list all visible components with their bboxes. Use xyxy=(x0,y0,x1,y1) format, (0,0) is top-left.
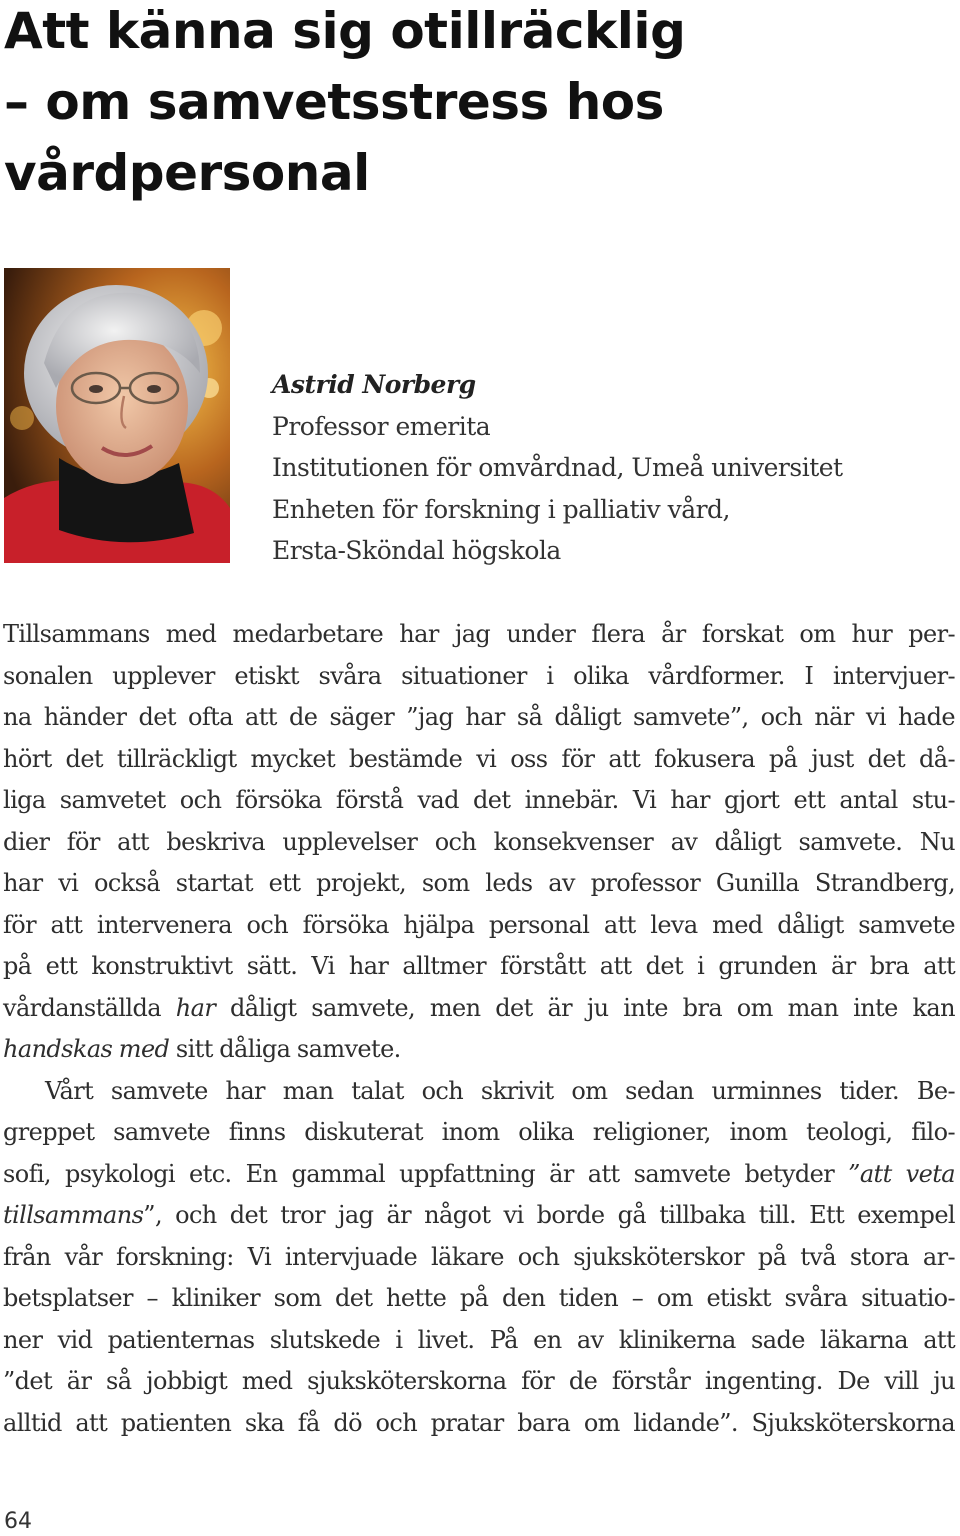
body-line xyxy=(3,1154,955,1196)
article-title xyxy=(4,0,944,209)
body-line: greppet samvete finns diskuterat inom olika religioner, inom teologi, filo- xyxy=(3,1118,955,1146)
author-info xyxy=(272,364,843,572)
author-role: Professor emerita xyxy=(272,411,491,441)
body-text-run: ”, och det tror jag är något vi borde gå tillbaka till. Ett exempel xyxy=(143,1201,955,1229)
page-number: 64 xyxy=(4,1509,32,1534)
body-line: Vårt samvete har man talat och skrivit om sedan urminnes tider. Be- xyxy=(45,1076,955,1105)
author-name: Astrid Norberg xyxy=(272,370,476,399)
emphasis-text: handskas med xyxy=(3,1035,170,1063)
body-text-run: dåligt samvete, men det är ju inte bra om man inte kan xyxy=(215,993,956,1022)
body-text-run: vårdanställda xyxy=(3,993,176,1022)
author-affiliation: Institutionen för omvårdnad, Umeå universitet xyxy=(272,453,843,482)
body-line: på ett konstruktivt sätt. Vi har alltmer förstått att det i grunden är bra att xyxy=(3,952,955,980)
article-title-line: – om samvetsstress hos xyxy=(4,73,664,131)
author-affiliation: Ersta-Sköndal högskola xyxy=(272,536,561,565)
author-portrait xyxy=(4,268,230,563)
body-line: na händer det ofta att de säger ”jag har så dåligt samvete”, och när vi hade xyxy=(3,703,955,731)
article-title-line: Att känna sig otillräcklig xyxy=(4,2,686,60)
body-line xyxy=(3,1195,955,1237)
body-line: alltid att patienten ska få dö och pratar bara om lidande”. Sjuksköterskorna xyxy=(3,1408,955,1437)
body-text-run: sofi, psykologi etc. En gammal uppfattning är att samvete betyder xyxy=(3,1159,849,1188)
emphasis-text: har xyxy=(175,993,216,1022)
body-line: ”det är så jobbigt med sjuksköterskorna för de förstår ingenting. De vill ju xyxy=(3,1367,955,1395)
body-line: för att intervenera och försöka hjälpa personal att leva med dåligt samvete xyxy=(3,910,955,939)
body-line: hört det tillräckligt mycket bestämde vi oss för att fokusera på just det då- xyxy=(3,744,955,773)
article-title-line: vårdpersonal xyxy=(4,144,370,202)
body-line: dier för att beskriva upplevelser och konsekvenser av dåligt samvete. Nu xyxy=(3,827,955,856)
body-line xyxy=(3,988,955,1030)
body-line: har vi också startat ett projekt, som leds av professor Gunilla Strandberg, xyxy=(3,869,955,897)
body-line: ner vid patienternas slutskede i livet. På en av klinikerna sade läkarna att xyxy=(3,1325,955,1354)
body-line: sonalen upplever etiskt svåra situationer i olika vårdformer. I intervjuer- xyxy=(3,661,955,690)
body-line: liga samvetet och försöka förstå vad det innebär. Vi har gjort ett antal stu- xyxy=(3,786,955,814)
body-text-run: sitt dåliga samvete. xyxy=(169,1035,401,1063)
body-line xyxy=(3,1029,955,1071)
body-line: från vår forskning: Vi intervjuade läkare och sjuksköterskor på två stora ar- xyxy=(3,1242,955,1271)
body-line: Tillsammans med medarbetare har jag under flera år forskat om hur per- xyxy=(3,620,955,648)
body-line: betsplatser – kliniker som det hette på den tiden – om etiskt svåra situatio- xyxy=(3,1284,955,1312)
emphasis-text: tillsammans xyxy=(3,1201,144,1229)
author-affiliation: Enheten för forskning i palliativ vård, xyxy=(272,494,731,524)
article-body xyxy=(3,614,955,1444)
emphasis-text: ”att veta xyxy=(848,1159,955,1188)
